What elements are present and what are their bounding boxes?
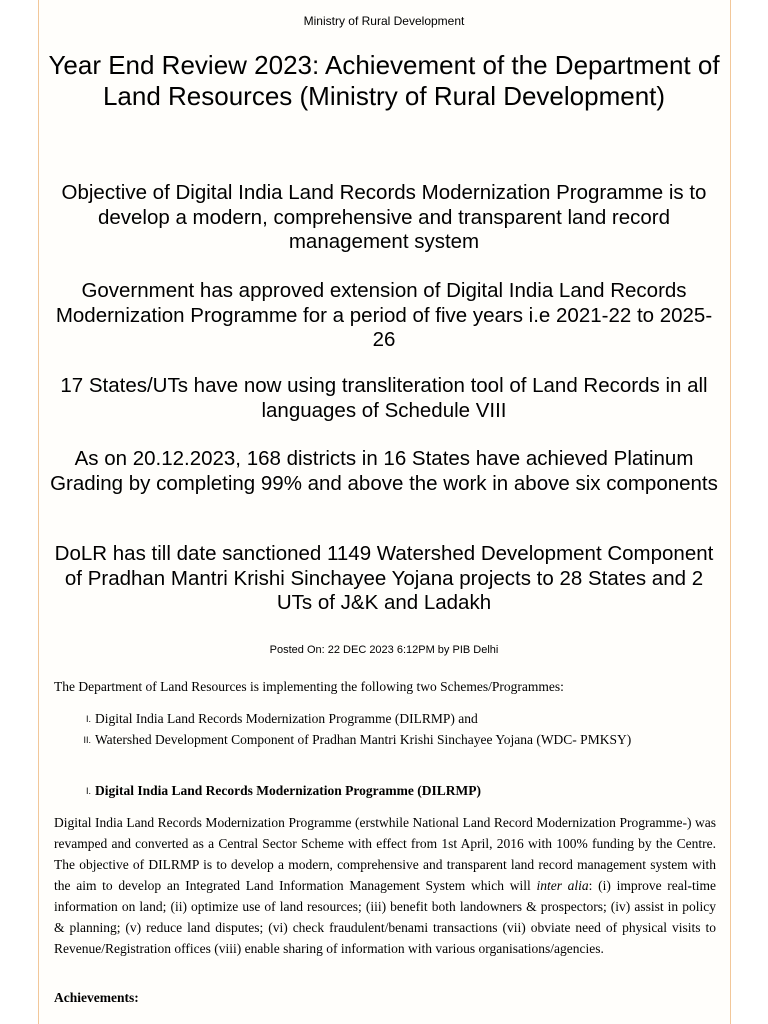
paragraph-italic: inter alia: [536, 878, 589, 893]
intro-text: The Department of Land Resources is implementing the following two Schemes/Programmes:: [54, 679, 564, 694]
highlight-3: 17 States/UTs have now using transliteration tool of Land Records in all languages of Schedule VIII: [60, 374, 708, 422]
page-title: Year End Review 2023: Achievement of the Department of Land Resources (Ministry of Rural Development): [48, 50, 720, 111]
list-number: II.: [83, 735, 91, 745]
list-item-text: Digital India Land Records Modernization Programme (DILRMP) and: [95, 711, 478, 726]
section-number: I.: [85, 786, 91, 796]
dilrmp-paragraph: [54, 812, 716, 959]
achievements-heading: Achievements:: [54, 990, 139, 1005]
highlight-4: As on 20.12.2023, 168 districts in 16 States have achieved Platinum Grading by completing 99% and above the work in above six components: [50, 447, 718, 495]
paragraph-text-end: : (i) improve real-time information on land; (ii) optimize use of land resources; (iii) benefit both landowners & prospectors; (iv) assist in policy & planning; (v) reduce land disputes; (vi) check fraudulent/benami transactions (vii) obviate need of physical visits to Revenue/Registration offices (viii) enable sharing of information with various organisations/agencies.: [54, 878, 717, 956]
section-heading-text: Digital India Land Records Modernization Programme (DILRMP): [95, 783, 481, 798]
highlight-1: Objective of Digital India Land Records Modernization Programme is to develop a modern, comprehensive and transparent land record management system: [61, 181, 707, 253]
highlight-5: DoLR has till date sanctioned 1149 Watershed Development Component of Pradhan Mantri Krishi Sinchayee Yojana projects to 28 States and 2 UTs of J&K and Ladakh: [54, 542, 714, 614]
scheme-list: [54, 708, 631, 750]
section-heading: [54, 783, 481, 799]
posted-date: Posted On: 22 DEC 2023 6:12PM by PIB Delhi: [269, 644, 499, 656]
list-item: [54, 708, 631, 729]
list-item-text: Watershed Development Component of Pradhan Mantri Krishi Sinchayee Yojana (WDC- PMKSY): [95, 732, 632, 747]
paragraph-text-start: Digital India Land Records Modernization Programme (erstwhile National Land Record Modernization Programme-) was revamped and converted as a Central Sector Scheme with effect from 1st April, 2016 with 100% funding by the Centre. The objective of DILRMP is to develop a modern, comprehensive and transparent land record management system with the aim to develop an Integrated Land Information Management System which will: [54, 815, 716, 893]
highlight-2: Government has approved extension of Digital India Land Records Modernization Programme for a period of five years i.e 2021-22 to 2025-26: [55, 279, 713, 351]
list-item: [54, 729, 631, 750]
ministry-label: Ministry of Rural Development: [303, 14, 465, 28]
list-number: I.: [85, 714, 91, 724]
